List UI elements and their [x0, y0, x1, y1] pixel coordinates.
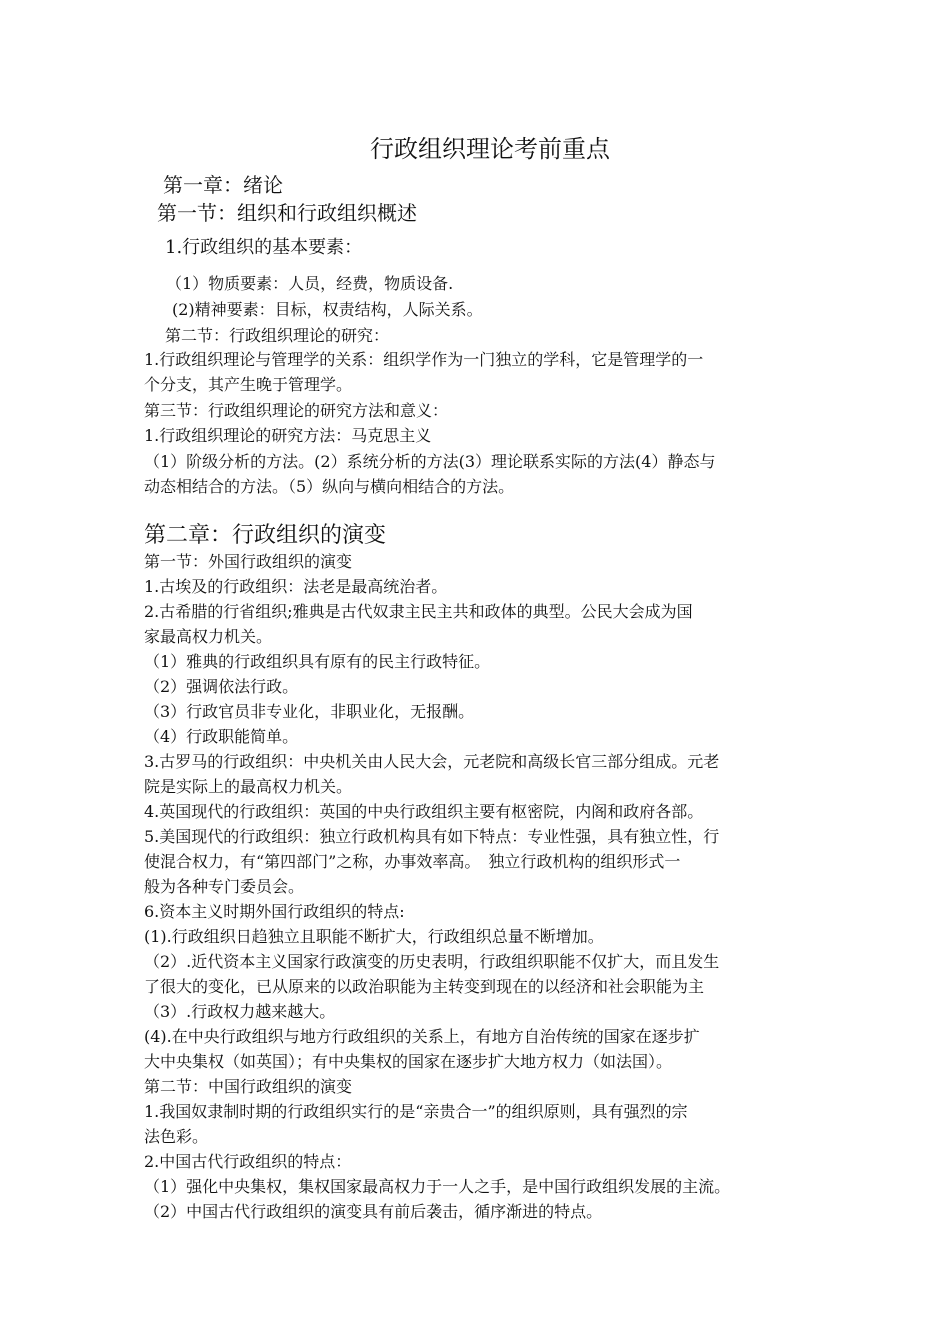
text-line: 了很大的变化，已从原来的以政治职能为主转变到现在的以经济和社会职能为主: [144, 977, 705, 996]
text-line: （3）行政官员非专业化，非职业化，无报酬。: [144, 702, 475, 721]
chapter-1-heading: 第一章：绪论: [163, 173, 283, 197]
text-line: 4.英国现代的行政组织：英国的中央行政组织主要有枢密院，内阁和政府各部。: [144, 802, 704, 821]
document-title: 行政组织理论考前重点: [370, 135, 610, 163]
text-line: 1.古埃及的行政组织：法老是最高统治者。: [144, 577, 448, 596]
text-line: 6.资本主义时期外国行政组织的特点:: [144, 902, 405, 921]
text-line: 个分支，其产生晚于管理学。: [144, 375, 353, 394]
text-line: 动态相结合的方法。（5）纵向与横向相结合的方法。: [144, 477, 515, 496]
subheading: 1.行政组织的基本要素：: [165, 237, 363, 258]
text-line: 院是实际上的最高权力机关。: [144, 777, 353, 796]
text-line: 使混合权力，有“第四部门”之称，办事效率高。 独立行政机构的组织形式一: [144, 852, 681, 871]
text-line: 般为各种专门委员会。: [144, 877, 305, 896]
text-line: （3）.行政权力越来越大。: [144, 1002, 336, 1021]
section-heading: 第三节：行政组织理论的研究方法和意义：: [144, 401, 449, 420]
text-line: 法色彩。: [144, 1127, 209, 1146]
text-line: 1.行政组织理论与管理学的关系：组织学作为一门独立的学科，它是管理学的一: [144, 350, 704, 369]
section-heading: 第二节：行政组织理论的研究：: [165, 326, 390, 345]
section-1-1-heading: 第一节：组织和行政组织概述: [157, 201, 417, 225]
chapter-2-heading: 第二章：行政组织的演变: [144, 523, 387, 548]
section-heading: 第二节：中国行政组织的演变: [144, 1077, 353, 1096]
text-line: 2.中国古代行政组织的特点：: [144, 1152, 352, 1171]
section-heading: 第一节：外国行政组织的演变: [144, 552, 353, 571]
text-line: 3.古罗马的行政组织：中央机关由人民大会，元老院和高级长官三部分组成。元老: [144, 752, 720, 771]
text-line: 家最高权力机关。: [144, 627, 273, 646]
text-line: （2）强调依法行政。: [144, 677, 299, 696]
text-line: （1）物质要素：人员，经费，物质设备.: [166, 274, 454, 293]
text-line: 5.美国现代的行政组织：独立行政机构具有如下特点：专业性强，具有独立性，行: [144, 827, 720, 846]
text-line: （4）行政职能简单。: [144, 727, 299, 746]
text-line: （2）.近代资本主义国家行政演变的历史表明，行政组织职能不仅扩大，而且发生: [144, 952, 720, 971]
text-line: 大中央集权（如英国）；有中央集权的国家在逐步扩大地方权力（如法国）。: [144, 1052, 673, 1071]
text-line: (2)精神要素：目标，权责结构，人际关系。: [172, 300, 483, 319]
text-line: （1）雅典的行政组织具有原有的民主行政特征。: [144, 652, 491, 671]
text-line: (1).行政组织日趋独立且职能不断扩大，行政组织总量不断增加。: [144, 927, 604, 946]
text-line: 2.古希腊的行省组织;雅典是古代奴隶主民主共和政体的典型。公民大会成为国: [144, 602, 693, 621]
text-line: （1）阶级分析的方法。(2）系统分析的方法(3）理论联系实际的方法(4）静态与: [144, 452, 716, 471]
text-line: （2）中国古代行政组织的演变具有前后袭击，循序渐进的特点。: [144, 1202, 603, 1221]
text-line: （1）强化中央集权，集权国家最高权力于一人之手，是中国行政组织发展的主流。: [144, 1177, 731, 1196]
text-line: (4).在中央行政组织与地方行政组织的关系上，有地方自治传统的国家在逐步扩: [144, 1027, 700, 1046]
text-line: 1.我国奴隶制时期的行政组织实行的是“亲贵合一”的组织原则，具有强烈的宗: [144, 1102, 688, 1121]
text-line: 1.行政组织理论的研究方法：马克思主义: [144, 426, 432, 445]
